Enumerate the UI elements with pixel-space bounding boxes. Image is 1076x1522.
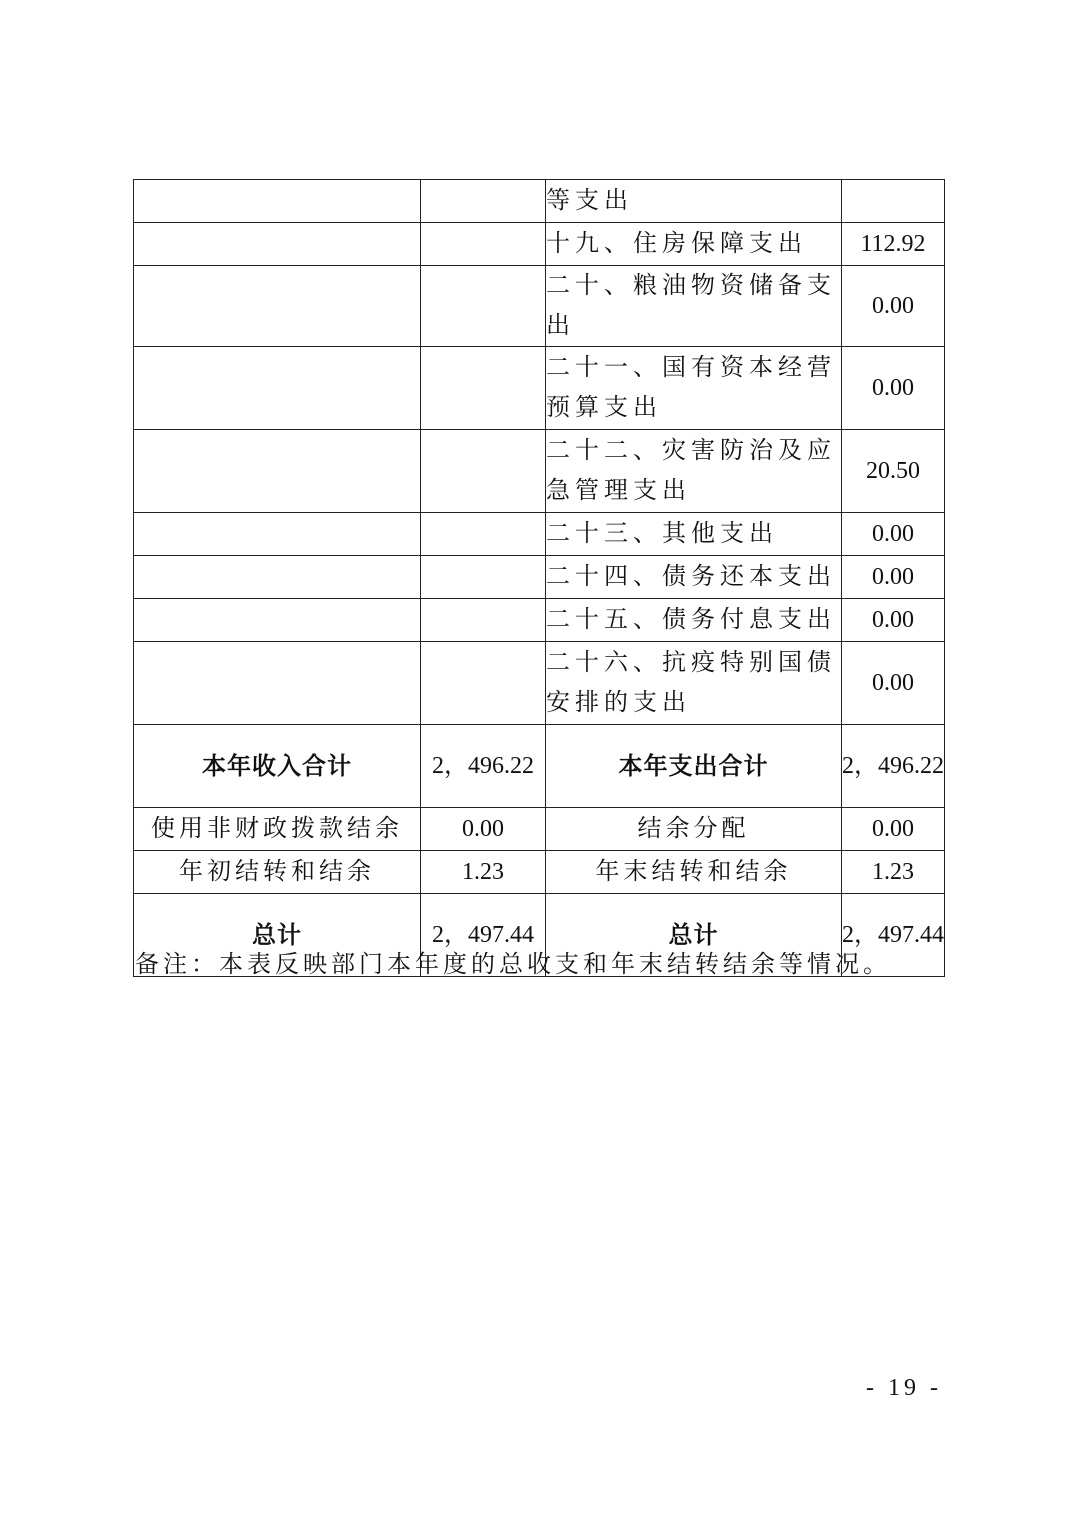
income-value-cell — [421, 266, 546, 347]
table-row — [134, 223, 945, 266]
expense-item-label: 十九、住房保障支出 — [546, 223, 842, 266]
expense-value: 0.00 — [842, 642, 945, 725]
end-carryover-value: 1.23 — [842, 851, 945, 894]
non-fiscal-value: 0.00 — [421, 808, 546, 851]
expense-value: 0.00 — [842, 599, 945, 642]
carryover-row — [134, 851, 945, 894]
surplus-allocation-value: 0.00 — [842, 808, 945, 851]
income-item-cell — [134, 266, 421, 347]
expense-value: 0.00 — [842, 556, 945, 599]
income-value-cell — [421, 556, 546, 599]
table-row — [134, 642, 945, 725]
expense-value — [842, 180, 945, 223]
income-total-label: 本年收入合计 — [134, 725, 421, 808]
income-value-cell — [421, 642, 546, 725]
expense-value: 0.00 — [842, 347, 945, 430]
expense-item-label: 等支出 — [546, 180, 842, 223]
income-value-cell — [421, 599, 546, 642]
expense-value: 0.00 — [842, 266, 945, 347]
income-item-cell — [134, 642, 421, 725]
income-value-cell — [421, 223, 546, 266]
table-row — [134, 556, 945, 599]
income-item-cell — [134, 556, 421, 599]
income-value-cell — [421, 180, 546, 223]
income-item-cell — [134, 599, 421, 642]
expense-total-label: 本年支出合计 — [546, 725, 842, 808]
non-fiscal-label: 使用非财政拨款结余 — [134, 808, 421, 851]
income-item-cell — [134, 223, 421, 266]
income-item-cell — [134, 347, 421, 430]
end-carryover-label: 年末结转和结余 — [546, 851, 842, 894]
income-total-value: 2，496.22 — [421, 725, 546, 808]
income-item-cell — [134, 180, 421, 223]
budget-summary-table — [133, 179, 945, 977]
expense-item-label: 二十一、国有资本经营预算支出 — [546, 347, 842, 430]
table-row — [134, 266, 945, 347]
grand-total-income-value: 2，497.44 — [421, 894, 546, 977]
grand-total-income-label: 总计 — [134, 894, 421, 977]
page-number: - 19 - — [866, 1375, 942, 1401]
expense-value: 20.50 — [842, 430, 945, 513]
begin-carryover-value: 1.23 — [421, 851, 546, 894]
begin-carryover-label: 年初结转和结余 — [134, 851, 421, 894]
income-item-cell — [134, 430, 421, 513]
table-row — [134, 430, 945, 513]
table-note: 备注：本表反映部门本年度的总收支和年末结转结余等情况。 — [135, 952, 891, 978]
expense-item-label: 二十、粮油物资储备支出 — [546, 266, 842, 347]
non-fiscal-row — [134, 808, 945, 851]
table-row — [134, 599, 945, 642]
table-row — [134, 180, 945, 223]
surplus-allocation-label: 结余分配 — [546, 808, 842, 851]
expense-item-label: 二十六、抗疫特别国债安排的支出 — [546, 642, 842, 725]
grand-total-expense-label: 总计 — [546, 894, 842, 977]
income-value-cell — [421, 347, 546, 430]
expense-value: 112.92 — [842, 223, 945, 266]
income-expense-total-row — [134, 725, 945, 808]
grand-total-expense-value: 2，497.44 — [842, 894, 945, 977]
table-row — [134, 347, 945, 430]
expense-item-label: 二十四、债务还本支出 — [546, 556, 842, 599]
income-value-cell — [421, 513, 546, 556]
income-value-cell — [421, 430, 546, 513]
expense-item-label: 二十五、债务付息支出 — [546, 599, 842, 642]
expense-total-value: 2，496.22 — [842, 725, 945, 808]
expense-item-label: 二十三、其他支出 — [546, 513, 842, 556]
income-item-cell — [134, 513, 421, 556]
expense-value: 0.00 — [842, 513, 945, 556]
expense-item-label: 二十二、灾害防治及应急管理支出 — [546, 430, 842, 513]
table-row — [134, 513, 945, 556]
